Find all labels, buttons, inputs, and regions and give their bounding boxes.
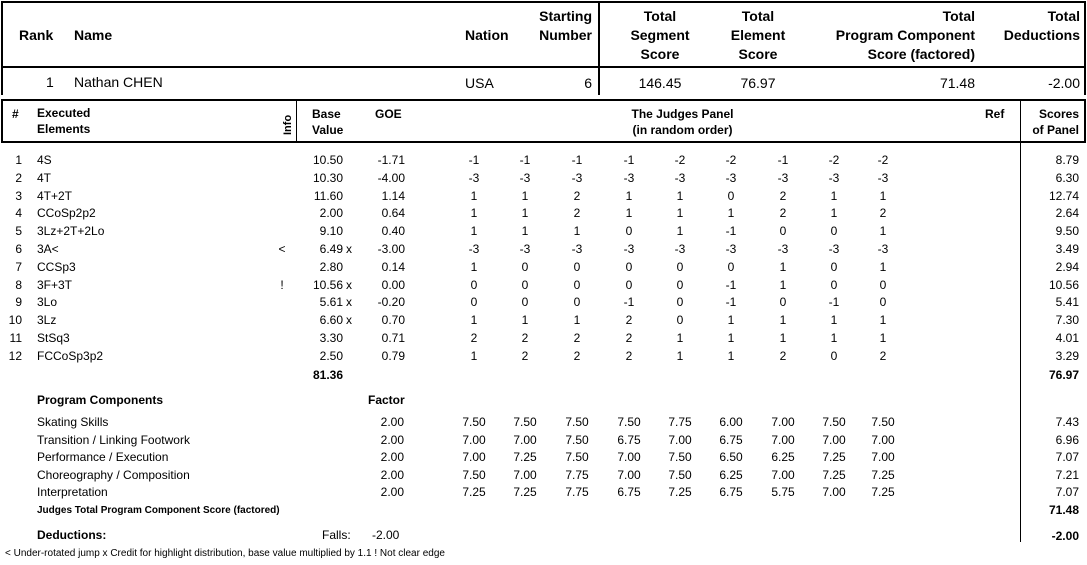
skater-starting-number: 6 (584, 75, 592, 91)
component-panel-score: 7.43 (1055, 415, 1079, 429)
element-base-value: 3.30 (319, 331, 343, 345)
component-judge-score: 7.25 (822, 467, 846, 482)
element-judge-score: 2 (521, 331, 529, 345)
element-judge-score: -1 (828, 295, 840, 310)
element-name: StSq3 (37, 331, 70, 345)
element-base-value: 10.30 (312, 170, 343, 185)
component-judge-score: 7.75 (565, 485, 589, 499)
skater-name: Nathan CHEN (74, 74, 163, 90)
element-judge-score: 1 (521, 224, 529, 239)
element-judge-score: 1 (676, 206, 684, 221)
element-x-flag: x (346, 277, 352, 292)
element-goe: -3.00 (377, 242, 405, 256)
element-base-value: 5.61 (319, 295, 343, 310)
component-judge-score: 7.00 (871, 450, 895, 464)
element-judge-score: 0 (470, 295, 478, 310)
tes-header: Total Element Score (730, 8, 786, 62)
element-judge-score: -3 (519, 170, 531, 185)
info-header: Info (282, 114, 294, 135)
element-judge-score: -1 (725, 295, 737, 310)
element-base-value: 6.49 (319, 242, 343, 256)
starting-number-header: Starting Number (539, 8, 592, 43)
element-goe: 0.70 (381, 313, 405, 328)
element-judge-score: 0 (573, 295, 581, 310)
top-border (2, 1, 1085, 3)
component-judge-score: 7.50 (513, 415, 537, 429)
element-judge-score: 0 (779, 224, 787, 239)
element-judge-score: -3 (468, 170, 480, 185)
element-name: 3Lz+2T+2Lo (37, 224, 105, 239)
falls-value: -2.00 (372, 528, 400, 542)
element-panel-score: 9.50 (1055, 224, 1079, 239)
component-judge-score: 7.50 (871, 415, 895, 429)
element-name: 3A< (37, 242, 59, 256)
element-judge-score: 1 (879, 224, 887, 239)
component-judge-score: 7.25 (822, 450, 846, 464)
component-judge-score: 6.75 (719, 485, 743, 499)
element-judge-score: 1 (521, 313, 529, 328)
element-panel-score: 3.49 (1055, 242, 1079, 256)
pcs-header: Total Program Component Score (factored) (835, 8, 975, 62)
element-judge-score: 2 (625, 348, 633, 363)
scores-col-divider (1020, 100, 1021, 142)
skater-nation: USA (465, 75, 494, 91)
element-number: 3 (15, 188, 22, 203)
element-judge-score: 1 (779, 313, 787, 328)
component-judge-score: 6.50 (719, 450, 743, 464)
element-judge-score: -3 (777, 170, 789, 185)
element-judge-score: 2 (779, 206, 787, 221)
element-panel-score: 3.29 (1055, 348, 1079, 363)
summary-vdivider (598, 1, 600, 95)
element-judge-score: -3 (623, 242, 635, 256)
element-judge-score: 1 (470, 313, 478, 328)
element-number: 8 (15, 277, 22, 292)
element-judge-score: 0 (779, 295, 787, 310)
skater-pcs: 71.48 (939, 75, 975, 91)
element-judge-score: 2 (779, 348, 787, 363)
deductions-header: Total Deductions (1003, 8, 1080, 43)
element-goe: -0.20 (377, 295, 405, 310)
element-judge-score: 0 (521, 259, 529, 274)
component-judge-score: 7.25 (513, 450, 537, 464)
element-judge-score: 1 (676, 331, 684, 345)
component-judge-score: 7.00 (617, 467, 641, 482)
element-judge-score: -3 (674, 242, 686, 256)
element-judge-score: 0 (727, 259, 735, 274)
element-judge-score: 0 (676, 313, 684, 328)
component-judge-score: 7.75 (668, 415, 692, 429)
element-judge-score: 1 (879, 331, 887, 345)
element-judge-score: 1 (727, 206, 735, 221)
element-panel-score: 8.79 (1055, 153, 1079, 167)
component-judge-score: 7.50 (565, 450, 589, 464)
element-base-value: 10.50 (312, 153, 343, 167)
element-judge-score: 2 (573, 206, 581, 221)
element-goe: 0.14 (381, 259, 405, 274)
component-name: Interpretation (37, 485, 108, 499)
element-judge-score: 1 (625, 206, 633, 221)
element-judge-score: -1 (725, 224, 737, 239)
element-judge-score: 2 (573, 188, 581, 203)
goe-header: GOE (375, 107, 402, 121)
element-base-value: 6.60 (319, 313, 343, 328)
element-base-value: 10.56 (312, 277, 343, 292)
skater-tss: 146.45 (638, 75, 682, 91)
element-info: < (278, 242, 286, 256)
element-number: 10 (8, 313, 22, 328)
element-judge-score: 1 (779, 259, 787, 274)
scores-of-panel-header: Scores of Panel (1032, 107, 1079, 137)
component-judge-score: 7.00 (513, 467, 537, 482)
component-judge-score: 7.75 (565, 467, 589, 482)
element-judge-score: 1 (830, 188, 838, 203)
element-judge-score: 0 (521, 277, 529, 292)
component-judge-score: 7.50 (668, 467, 692, 482)
elements-score-total: 76.97 (1048, 368, 1079, 382)
element-name: 4S (37, 153, 52, 167)
nation-header: Nation (465, 27, 509, 43)
element-number: 12 (8, 348, 22, 363)
element-panel-score: 10.56 (1048, 277, 1079, 292)
ref-header: Ref (985, 107, 1005, 121)
summary-divider (2, 66, 1085, 68)
element-judge-score: 1 (879, 313, 887, 328)
element-judge-score: 1 (470, 348, 478, 363)
component-judge-score: 6.25 (771, 450, 795, 464)
component-name: Choreography / Composition (37, 467, 190, 482)
element-name: 3F+3T (37, 277, 73, 292)
element-number: 1 (15, 153, 22, 167)
element-panel-score: 2.94 (1055, 259, 1079, 274)
element-judge-score: 1 (779, 331, 787, 345)
element-name: CCSp3 (37, 259, 76, 274)
element-judge-score: 2 (625, 313, 633, 328)
element-x-flag: x (346, 242, 352, 256)
element-judge-score: -3 (571, 242, 583, 256)
element-judge-score: 0 (676, 277, 684, 292)
element-judge-score: 2 (573, 348, 581, 363)
element-judge-score: 0 (470, 277, 478, 292)
component-judge-score: 7.00 (617, 450, 641, 464)
element-judge-score: 1 (521, 206, 529, 221)
component-judge-score: 7.50 (617, 415, 641, 429)
component-judge-score: 7.00 (771, 467, 795, 482)
element-judge-score: 1 (676, 224, 684, 239)
skater-rank: 1 (46, 74, 54, 90)
element-judge-score: -3 (571, 170, 583, 185)
element-number: 5 (15, 224, 22, 239)
element-judge-score: -3 (725, 242, 737, 256)
element-judge-score: -1 (623, 295, 635, 310)
element-goe: 0.64 (381, 206, 405, 221)
falls-label: Falls: (322, 528, 351, 542)
component-judge-score: 7.50 (462, 415, 486, 429)
component-judge-score: 7.00 (771, 432, 795, 447)
element-judge-score: 1 (830, 206, 838, 221)
component-judge-score: 6.75 (617, 485, 641, 499)
component-panel-score: 7.07 (1055, 485, 1079, 499)
element-judge-score: 0 (830, 259, 838, 274)
element-judge-score: 0 (521, 295, 529, 310)
element-judge-score: -3 (725, 170, 737, 185)
component-judge-score: 6.00 (719, 415, 743, 429)
element-judge-score: -2 (674, 153, 686, 167)
element-number: 2 (15, 170, 22, 185)
component-judge-score: 7.50 (462, 467, 486, 482)
component-judge-score: 7.00 (513, 432, 537, 447)
element-judge-score: 1 (676, 348, 684, 363)
component-judge-score: 7.00 (822, 485, 846, 499)
element-judge-score: 1 (676, 188, 684, 203)
element-base-value: 11.60 (313, 188, 343, 203)
element-base-value: 2.50 (319, 348, 343, 363)
element-x-flag: x (346, 295, 352, 310)
component-judge-score: 7.50 (565, 432, 589, 447)
skater-deductions: -2.00 (1048, 75, 1080, 91)
element-judge-score: 1 (779, 277, 787, 292)
component-name: Transition / Linking Footwork (37, 432, 190, 447)
element-judge-score: 0 (573, 277, 581, 292)
element-judge-score: 1 (727, 331, 735, 345)
element-judge-score: 1 (830, 331, 838, 345)
component-panel-score: 7.07 (1055, 450, 1079, 464)
name-header: Name (74, 27, 113, 43)
element-goe: 0.40 (381, 224, 405, 239)
element-judge-score: 0 (625, 224, 633, 239)
element-judge-score: -1 (519, 153, 531, 167)
element-panel-score: 2.64 (1055, 206, 1079, 221)
deductions-label: Deductions: (37, 528, 107, 542)
element-judge-score: 0 (625, 259, 633, 274)
component-judge-score: 7.25 (513, 485, 537, 499)
element-judge-score: 0 (830, 224, 838, 239)
component-factor: 2.00 (380, 467, 404, 482)
element-judge-score: 0 (727, 188, 735, 203)
element-goe: 0.00 (381, 277, 405, 292)
element-judge-score: 1 (470, 259, 478, 274)
program-components-title: Program Components (37, 393, 164, 407)
element-judge-score: 1 (727, 313, 735, 328)
component-judge-score: 7.25 (871, 485, 895, 499)
element-judge-score: 1 (879, 259, 887, 274)
component-judge-score: 5.75 (771, 485, 795, 499)
element-judge-score: -3 (877, 170, 889, 185)
executed-header: Executed Elements (37, 106, 91, 136)
element-number: 6 (15, 242, 22, 256)
pcs-total-label: Judges Total Program Component Score (factored) (37, 505, 280, 516)
component-name: Skating Skills (37, 415, 109, 429)
legend-note: < Under-rotated jump x Credit for highlight distribution, base value multiplied by 1.1 ! Not clear edge (5, 548, 445, 559)
component-judge-score: 7.25 (871, 467, 895, 482)
component-panel-score: 6.96 (1055, 432, 1079, 447)
element-judge-score: -1 (468, 153, 480, 167)
element-judge-score: 1 (573, 313, 581, 328)
component-judge-score: 7.00 (871, 432, 895, 447)
skater-tes: 76.97 (740, 75, 776, 91)
component-factor: 2.00 (380, 415, 404, 429)
component-judge-score: 7.50 (668, 450, 692, 464)
component-name: Performance / Execution (37, 450, 169, 464)
element-number: 9 (15, 295, 22, 310)
element-judge-score: -3 (468, 242, 480, 256)
element-judge-score: 2 (625, 331, 633, 345)
element-judge-score: 0 (676, 295, 684, 310)
element-name: 4T+2T (37, 188, 73, 203)
component-factor: 2.00 (380, 485, 404, 499)
element-x-flag: x (346, 313, 352, 328)
base-value-header: Base Value (312, 107, 344, 137)
element-base-value: 9.10 (319, 224, 343, 239)
pcs-total-value: 71.48 (1048, 503, 1079, 517)
rank-header: Rank (19, 27, 54, 43)
element-judge-score: -3 (828, 242, 840, 256)
info-col-divider (296, 100, 297, 142)
element-judge-score: -2 (877, 153, 889, 167)
element-name: 4T (37, 170, 52, 185)
element-judge-score: 1 (879, 188, 887, 203)
component-judge-score: 7.00 (771, 415, 795, 429)
element-panel-score: 12.74 (1048, 188, 1079, 203)
component-judge-score: 7.50 (822, 415, 846, 429)
element-judge-score: 1 (625, 188, 633, 203)
element-goe: 1.14 (381, 188, 405, 203)
elements-right-border (1084, 99, 1086, 143)
base-value-total: 81.36 (312, 368, 343, 382)
element-judge-score: 2 (779, 188, 787, 203)
element-judge-score: -3 (877, 242, 889, 256)
element-judge-score: 1 (830, 313, 838, 328)
element-judge-score: -3 (674, 170, 686, 185)
component-panel-score: 7.21 (1055, 467, 1079, 482)
element-number: 7 (15, 259, 22, 274)
scores-body-divider (1020, 142, 1021, 542)
element-panel-score: 6.30 (1055, 170, 1079, 185)
element-panel-score: 7.30 (1055, 313, 1079, 328)
element-judge-score: 0 (573, 259, 581, 274)
component-judge-score: 6.75 (617, 432, 641, 447)
element-judge-score: 1 (521, 188, 529, 203)
element-judge-score: -1 (777, 153, 789, 167)
element-judge-score: 0 (830, 277, 838, 292)
element-judge-score: 1 (727, 348, 735, 363)
component-judge-score: 7.25 (462, 485, 486, 499)
component-judge-score: 7.50 (565, 415, 589, 429)
element-panel-score: 5.41 (1055, 295, 1079, 310)
elements-header-bottom (2, 141, 1085, 143)
component-factor: 2.00 (380, 450, 404, 464)
element-judge-score: 2 (470, 331, 478, 345)
right-border-top (1084, 1, 1086, 95)
element-judge-score: -3 (828, 170, 840, 185)
element-number: 11 (9, 331, 22, 345)
element-name: 3Lz (37, 313, 57, 328)
element-judge-score: -1 (725, 277, 737, 292)
element-judge-score: 1 (573, 224, 581, 239)
element-judge-score: -2 (725, 153, 737, 167)
left-border-top (1, 1, 3, 95)
element-judge-score: -3 (519, 242, 531, 256)
element-judge-score: -1 (623, 153, 635, 167)
component-factor: 2.00 (380, 432, 404, 447)
element-judge-score: -2 (828, 153, 840, 167)
element-goe: -4.00 (377, 170, 405, 185)
element-base-value: 2.00 (319, 206, 343, 221)
element-name: 3Lo (37, 295, 58, 310)
factor-header: Factor (368, 393, 405, 407)
element-judge-score: 1 (470, 224, 478, 239)
element-name: CCoSp2p2 (37, 206, 96, 221)
element-name: FCCoSp3p2 (37, 348, 104, 363)
component-judge-score: 7.25 (668, 485, 692, 499)
judges-panel-header: The Judges Panel (in random order) (631, 107, 734, 137)
element-goe: 0.71 (381, 331, 405, 345)
element-judge-score: 0 (879, 277, 887, 292)
num-header: # (12, 107, 19, 121)
element-goe: 0.79 (381, 348, 405, 363)
element-judge-score: 0 (676, 259, 684, 274)
component-judge-score: 7.00 (668, 432, 692, 447)
element-number: 4 (15, 206, 22, 221)
element-judge-score: 2 (879, 348, 887, 363)
component-judge-score: 7.00 (462, 432, 486, 447)
element-judge-score: -3 (623, 170, 635, 185)
element-judge-score: 0 (625, 277, 633, 292)
deductions-total: -2.00 (1051, 529, 1079, 543)
element-judge-score: 2 (879, 206, 887, 221)
element-judge-score: 1 (470, 188, 478, 203)
element-judge-score: 1 (470, 206, 478, 221)
element-judge-score: 2 (521, 348, 529, 363)
component-judge-score: 7.00 (822, 432, 846, 447)
tss-header: Total Segment Score (630, 8, 690, 62)
element-judge-score: 2 (573, 331, 581, 345)
elements-top-border (2, 99, 1085, 101)
element-info: ! (280, 277, 284, 292)
component-judge-score: 7.00 (462, 450, 486, 464)
element-judge-score: 0 (879, 295, 887, 310)
component-judge-score: 6.25 (719, 467, 743, 482)
elements-left-border (1, 99, 3, 143)
element-judge-score: -1 (571, 153, 583, 167)
element-panel-score: 4.01 (1055, 331, 1079, 345)
component-judge-score: 6.75 (719, 432, 743, 447)
element-judge-score: 0 (830, 348, 838, 363)
element-judge-score: -3 (777, 242, 789, 256)
element-goe: -1.71 (377, 153, 405, 167)
element-base-value: 2.80 (319, 259, 343, 274)
